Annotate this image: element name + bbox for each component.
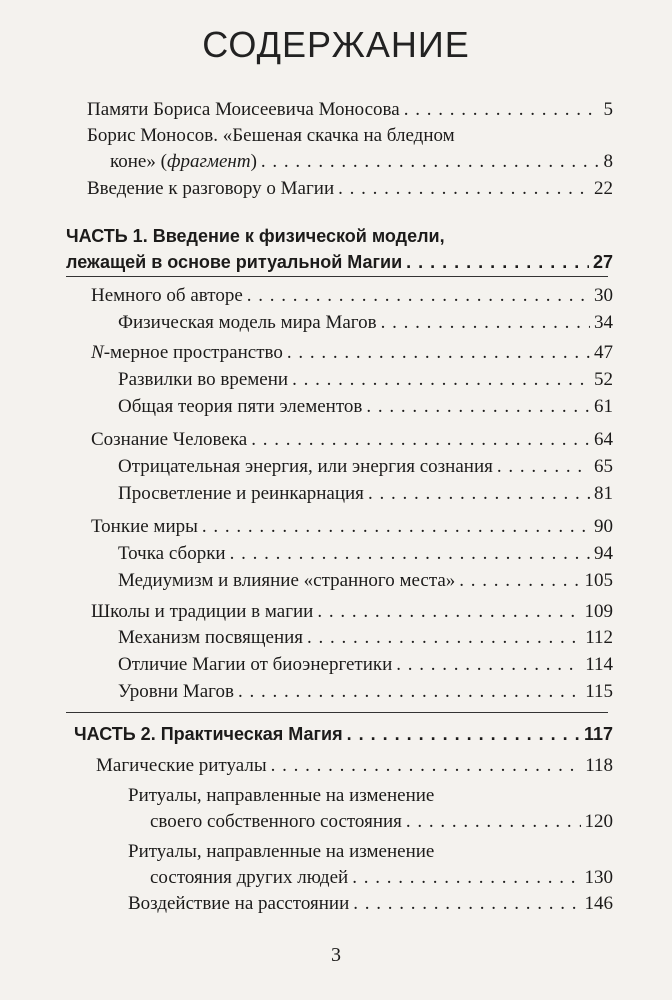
toc-entry-page: 90 [594, 516, 613, 537]
dot-leader [247, 284, 590, 308]
dot-leader [202, 515, 590, 539]
toc-entry-title: Медиумизм и влияние «странного места» [118, 570, 456, 591]
toc-entry-title: Отрицательная энергия, или энергия сознания [118, 456, 493, 477]
toc-entry[interactable] [118, 368, 613, 392]
toc-entry-title: Воздействие на расстоянии [128, 893, 350, 914]
toc-entry-title: Сознание Человека [91, 429, 248, 450]
dot-leader [497, 455, 590, 479]
toc-entry[interactable] [91, 600, 613, 624]
toc-entry-title: Уровни Магов [118, 681, 234, 702]
toc-entry[interactable] [118, 542, 613, 566]
part-heading[interactable] [74, 722, 613, 746]
toc-entry[interactable] [87, 177, 613, 201]
dot-leader [404, 98, 600, 122]
toc-entry[interactable] [96, 754, 613, 778]
toc-entry-page: 52 [594, 369, 613, 390]
dot-leader [353, 892, 580, 916]
toc-entry-page: 146 [584, 893, 613, 914]
toc-entry-title-line1[interactable]: Ритуалы, направленные на изменение [128, 841, 435, 862]
toc-entry-page: 120 [584, 811, 613, 832]
dot-leader [261, 150, 600, 174]
toc-entry-page: 81 [594, 483, 613, 504]
dot-leader [366, 395, 590, 419]
toc-entry-title: N-мерное пространство [91, 342, 283, 363]
toc-entry-title: Тонкие миры [91, 516, 198, 537]
toc-entry-title: Введение к разговору о Магии [87, 178, 335, 199]
page-title: СОДЕРЖАНИЕ [202, 24, 470, 65]
toc-entry-page: 112 [585, 627, 613, 648]
toc-entry-page: 65 [594, 456, 613, 477]
toc-entry-title-line1[interactable]: Борис Моносов. «Бешеная скачка на бледном [87, 125, 455, 146]
dot-leader [396, 653, 581, 677]
dot-leader [406, 810, 581, 834]
dot-leader [238, 680, 581, 704]
toc-entry[interactable] [91, 284, 613, 308]
dot-leader [338, 177, 590, 201]
toc-entry[interactable] [150, 866, 613, 890]
toc-entry-title: Отличие Магии от биоэнергетики [118, 654, 393, 675]
part-heading-title: ЧАСТЬ 2. Практическая Магия [74, 724, 343, 744]
toc-entry[interactable] [110, 150, 613, 174]
toc-entry[interactable] [118, 626, 613, 650]
dot-leader [271, 754, 582, 778]
toc-entry-title: Физическая модель мира Магов [118, 312, 377, 333]
toc-entry-title: Немного об авторе [91, 285, 243, 306]
toc-entry-title-line2: коне» (фрагмент) [110, 151, 257, 172]
toc-entry-page: 105 [584, 570, 613, 591]
part-heading[interactable] [66, 250, 613, 274]
toc-entry-title: Школы и традиции в магии [91, 601, 314, 622]
toc-entry-page: 30 [594, 285, 613, 306]
toc-entry-page: 34 [594, 312, 613, 333]
divider [66, 276, 608, 277]
toc-entry-page: 130 [584, 867, 613, 888]
page-number: 3 [331, 944, 341, 966]
toc-entry-page: 47 [594, 342, 613, 363]
divider [66, 712, 608, 713]
toc-entry[interactable] [118, 395, 613, 419]
dot-leader [406, 250, 589, 274]
dot-leader [317, 600, 580, 624]
toc-entry-page: 64 [594, 429, 613, 450]
toc-entry-page: 5 [603, 99, 613, 120]
toc-entry-page: 61 [594, 396, 613, 417]
toc-entry-title: Развилки во времени [118, 369, 289, 390]
toc-entry-page: 27 [592, 252, 613, 272]
toc-entry-title: Механизм посвящения [118, 627, 304, 648]
dot-leader [230, 542, 590, 566]
toc-entry[interactable] [118, 455, 613, 479]
toc-entry-page: 22 [594, 178, 613, 199]
toc-entry-title-line2: состояния других людей [150, 867, 349, 888]
toc-entry-page: 117 [583, 724, 613, 744]
toc-entry[interactable] [118, 680, 613, 704]
toc-entry-page: 94 [594, 543, 613, 564]
dot-leader [459, 569, 580, 593]
toc-entry-title: Общая теория пяти элементов [118, 396, 363, 417]
toc-entry-title: Магические ритуалы [96, 755, 267, 776]
toc-entry[interactable] [91, 341, 613, 365]
toc-entry-title-line2: своего собственного состояния [150, 811, 402, 832]
toc-entry-page: 118 [585, 755, 613, 776]
dot-leader [347, 722, 580, 746]
toc-entry-page: 8 [603, 151, 613, 172]
toc-entry[interactable] [118, 482, 613, 506]
toc-entry-page: 114 [585, 654, 613, 675]
dot-leader [368, 482, 590, 506]
toc-entry-title: Просветление и реинкарнация [118, 483, 364, 504]
toc-entry[interactable] [118, 569, 613, 593]
toc-entry[interactable] [91, 428, 613, 452]
toc-entry[interactable] [87, 98, 613, 122]
toc-entry[interactable] [128, 892, 613, 916]
toc-entry[interactable] [118, 311, 613, 335]
dot-leader [251, 428, 590, 452]
toc-entry-title: Памяти Бориса Моисеевича Моносова [87, 99, 400, 120]
toc-entry[interactable] [150, 810, 613, 834]
dot-leader [352, 866, 580, 890]
toc-entry-title-line1[interactable]: Ритуалы, направленные на изменение [128, 785, 435, 806]
part-heading-line1[interactable]: ЧАСТЬ 1. Введение к физической модели, [66, 226, 445, 246]
toc-entry[interactable] [91, 515, 613, 539]
part-heading-title: лежащей в основе ритуальной Магии [66, 252, 403, 272]
dot-leader [287, 341, 590, 365]
toc-entry-page: 115 [585, 681, 613, 702]
dot-leader [292, 368, 590, 392]
toc-entry-title: Точка сборки [118, 543, 226, 564]
dot-leader [381, 311, 590, 335]
toc-entry[interactable] [118, 653, 613, 677]
toc-entry-page: 109 [584, 601, 613, 622]
dot-leader [307, 626, 581, 650]
